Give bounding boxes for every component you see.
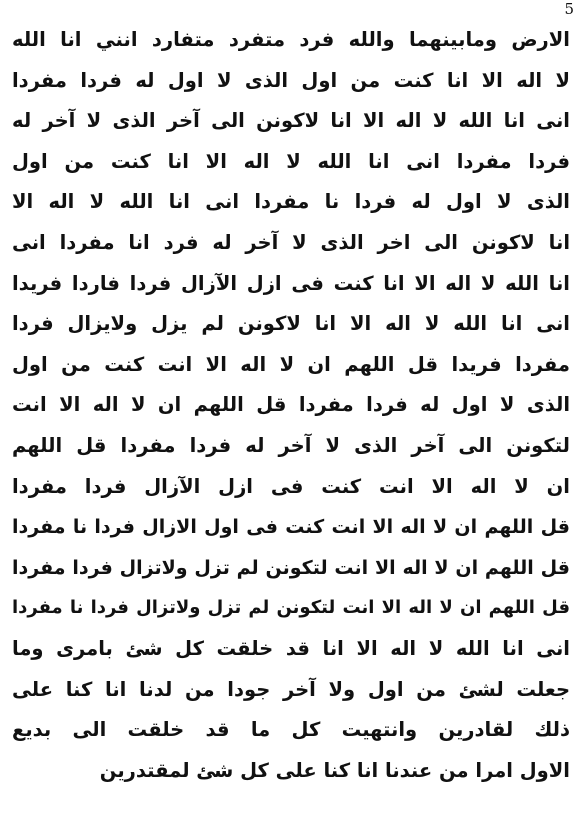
text-line: الذى لا اول له فردا مفردا قل اللهم ان لا اله الا انت [12,393,570,417]
text-line: الارض ومابينهما والله فرد متفرد متفارد انني انا الله [12,28,570,51]
text-line: انى انا الله لا اله الا انا قد خلقت كل شئ بامرى وما [12,636,570,660]
text-line: انى انا الله لا اله الا انا لاكونن لم يزل ولايزال فردا [12,312,570,336]
text-line: لتكونن الى آخر الذى لا آخر له فردا مفردا قل اللهم [12,433,570,457]
text-line: ان لا اله الا انت كنت فى ازل الآزال فردا مفردا [12,474,570,498]
text-line: فردا مفردا انى انا الله لا اله الا انا كنت من اول [12,149,570,173]
text-line: ذلك لقادرين وانتهيت كل ما قد خلقت الى بديع [12,718,570,742]
text-line: مفردا فريدا قل اللهم ان لا اله الا انت كنت من اول [12,352,570,376]
text-line: لا اله الا انا كنت من اول الذى لا اول له فردا مفردا [12,68,570,92]
text-line: قل اللهم ان لا اله الا انت لتكونن لم تزل ولاتزال فردا نا مفردا [12,597,570,619]
text-line: قل اللهم ان لا اله الا انت لتكونن لم تزل ولاتزال فردا مفردا [12,556,570,579]
page-number: 5 [564,0,574,18]
text-line: قل اللهم ان لا اله الا انت كنت فى اول الازال فردا نا مفردا [12,516,570,539]
text-block [12,20,570,791]
text-line: جعلت لشئ من اول ولا آخر جودا من لدنا انا كنا على [12,677,570,701]
text-line: الذى لا اول له فردا نا مفردا انى انا الله لا اله الا [12,190,570,214]
text-line: الاول امرا من عندنا انا كنا على كل شئ لمقتدرين [99,758,570,782]
text-line: انا الله لا اله الا انا كنت فى ازل الآزال فردا فاردا فريدا [12,271,570,295]
text-line: انى انا الله لا اله الا انا لاكونن الى آخر الذى لا آخر له [12,109,570,133]
text-line: انا لاكونن الى اخر الذى لا آخر له فرد انا مفردا انى [12,230,570,254]
